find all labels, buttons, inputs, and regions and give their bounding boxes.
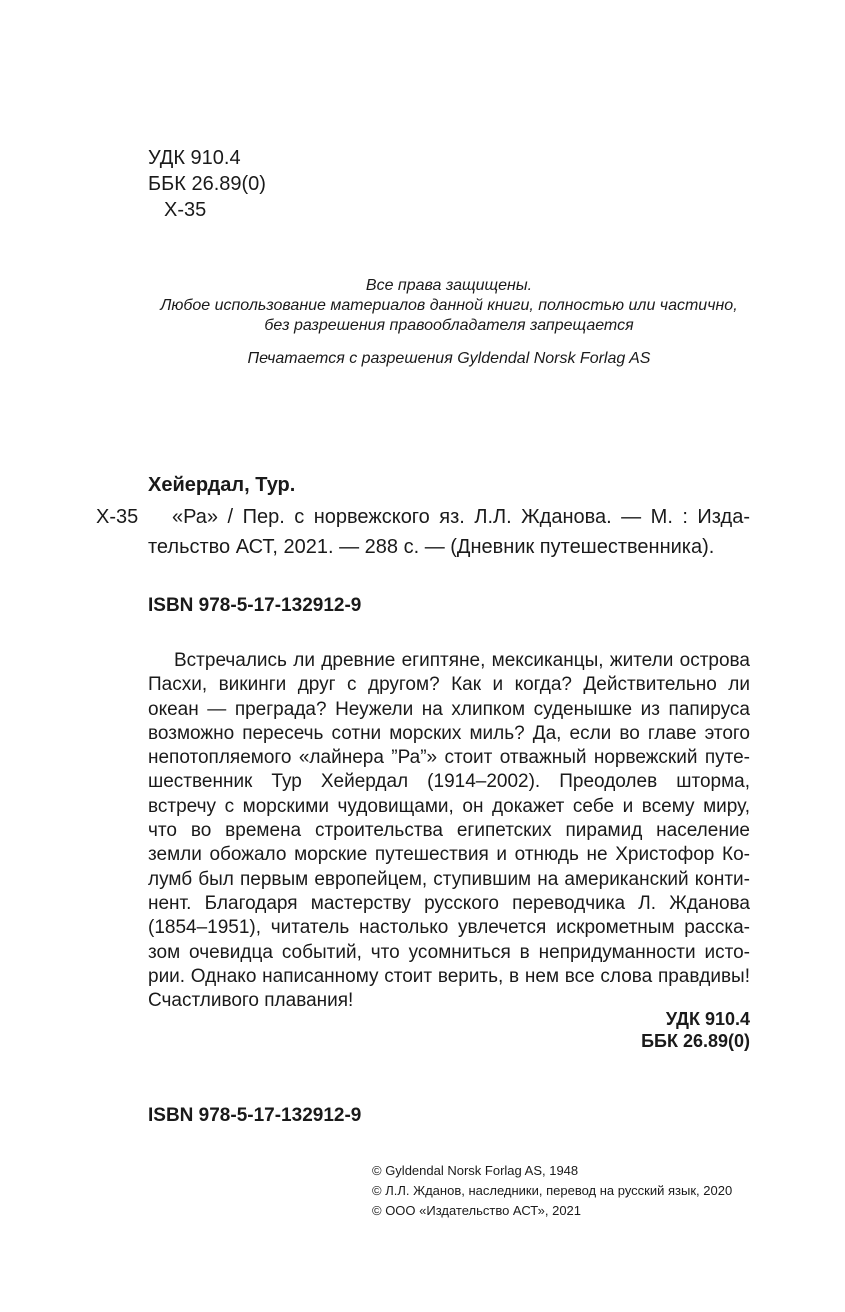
rights-line-3: без разрешения правообладателя запрещается bbox=[264, 317, 634, 334]
rights-line-2: Любое использование материалов данной книги, полностью или частично, bbox=[160, 297, 738, 314]
catalog-author: Хейердал, Тур. bbox=[148, 474, 296, 496]
permission-notice: Печатается с разрешения Gyldendal Norsk Forlag AS bbox=[247, 350, 651, 367]
isbn-top: ISBN 978-5-17-132912-9 bbox=[148, 595, 362, 616]
copyright-block bbox=[372, 1161, 732, 1221]
rights-notice bbox=[148, 276, 750, 336]
bbk-code: ББК 26.89(0) bbox=[148, 173, 266, 195]
copyright-line: © ООО «Издательство АСТ», 2021 bbox=[372, 1203, 582, 1218]
udk-code-right: УДК 910.4 bbox=[665, 1009, 750, 1029]
bbk-code-right: ББК 26.89(0) bbox=[641, 1031, 750, 1051]
classification-codes-right bbox=[641, 1008, 750, 1052]
udk-code: УДК 910.4 bbox=[148, 147, 241, 169]
rights-line-1: Все права защищены. bbox=[365, 277, 533, 294]
isbn-bottom: ISBN 978-5-17-132912-9 bbox=[148, 1105, 362, 1126]
catalog-author-mark: Х-35 bbox=[96, 506, 139, 528]
author-mark: Х-35 bbox=[164, 199, 207, 221]
catalog-entry bbox=[96, 502, 750, 562]
copyright-line: © Gyldendal Norsk Forlag AS, 1948 bbox=[372, 1163, 579, 1178]
annotation-paragraph: Встречались ли древние египтяне, мексиканцы, жители острова Пасхи, викинги друг с другом? Как и когда? Действительно ли океан — преграда? Неужели на хлипком суденышке из папируса возможно пересечь сотни морских миль? Да, если во главе этого непотопляемого «лайнера ”Ра”» стоит отважный норвежский путешественник Тур Хейердал (1914–2002). Преодолев шторма, встречу с морскими чудовищами, он докажет себе и всему миру, что во времена строительства египетских пирамид население земли обожало морские путешествия и отнюдь не Христофор Колумб был первым европейцем, ступившим на американский континент. Благодаря мастерству русского переводчика Л. Жданова (1854–1951), читатель настолько увлечется искрометным рассказом очевидца событий, что усомниться в непридуманности истории. Однако написанному стоит верить, в нем все слова правдивы! Счастливого плавания! bbox=[148, 650, 750, 1012]
copyright-line: © Л.Л. Жданов, наследники, перевод на русский язык, 2020 bbox=[372, 1183, 733, 1198]
catalog-description: «Ра» / Пер. с норвежского яз. Л.Л. Жданова. — М. : Издательство АСТ, 2021. — 288 с. — (Дневник путешественника). bbox=[148, 506, 750, 558]
classification-codes bbox=[148, 145, 266, 223]
